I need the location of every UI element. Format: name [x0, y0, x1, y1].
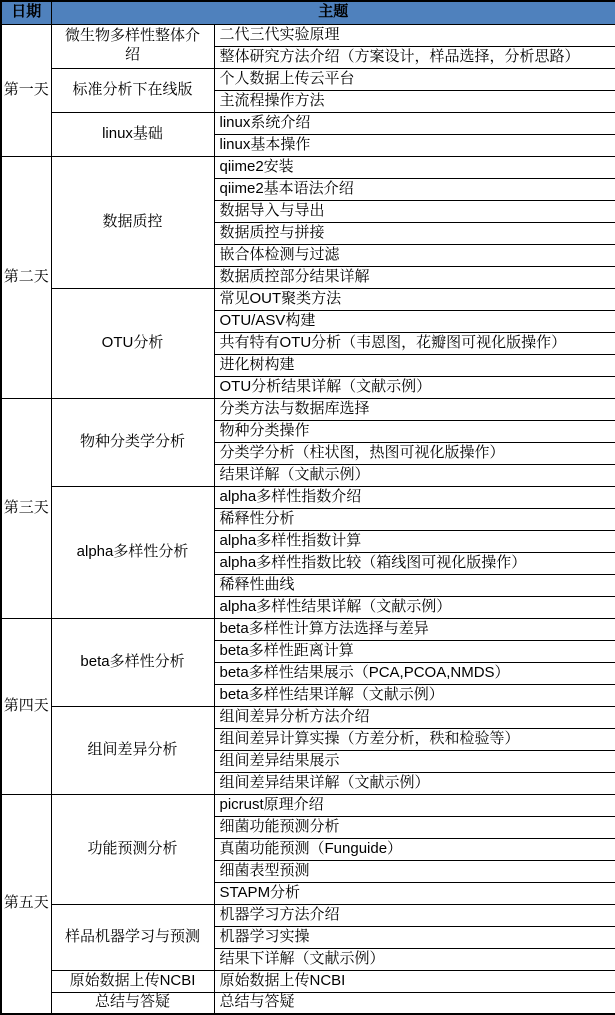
topic-item: alpha多样性指数介绍 — [214, 486, 615, 508]
table-row — [1, 288, 615, 310]
topic-item: 组间差异结果详解（文献示例） — [214, 772, 615, 794]
topic-item: 结果下详解（文献示例） — [214, 948, 615, 970]
topic-item: 嵌合体检测与过滤 — [214, 244, 615, 266]
topic-item: 机器学习实操 — [214, 926, 615, 948]
topic-item: 分类学分析（柱状图，热图可视化版操作） — [214, 442, 615, 464]
category-cell: 标准分析下在线版 — [51, 68, 214, 112]
header-topic: 主题 — [51, 1, 615, 24]
topic-item: qiime2安装 — [214, 156, 615, 178]
table-row — [1, 970, 615, 992]
topic-item: 机器学习方法介绍 — [214, 904, 615, 926]
day-label-2: 第二天 — [1, 156, 51, 398]
category-cell: 组间差异分析 — [51, 706, 214, 794]
topic-item: 稀释性曲线 — [214, 574, 615, 596]
table-row — [1, 618, 615, 640]
category-cell: OTU分析 — [51, 288, 214, 398]
topic-item: 个人数据上传云平台 — [214, 68, 615, 90]
topic-item: picrust原理介绍 — [214, 794, 615, 816]
category-cell: 物种分类学分析 — [51, 398, 214, 486]
category-cell: beta多样性分析 — [51, 618, 214, 706]
category-cell: 原始数据上传NCBI — [51, 970, 214, 992]
table-row — [1, 992, 615, 1014]
topic-item: 数据质控部分结果详解 — [214, 266, 615, 288]
topic-item: 物种分类操作 — [214, 420, 615, 442]
topic-item: alpha多样性指数计算 — [214, 530, 615, 552]
topic-item: 常见OUT聚类方法 — [214, 288, 615, 310]
header-date: 日期 — [1, 1, 51, 24]
topic-item: 二代三代实验原理 — [214, 24, 615, 46]
topic-item: 结果详解（文献示例） — [214, 464, 615, 486]
topic-item: 数据导入与导出 — [214, 200, 615, 222]
topic-item: alpha多样性指数比较（箱线图可视化版操作） — [214, 552, 615, 574]
category-cell: 样品机器学习与预测 — [51, 904, 214, 970]
topic-item: 进化树构建 — [214, 354, 615, 376]
topic-item: beta多样性距离计算 — [214, 640, 615, 662]
topic-item: beta多样性结果详解（文献示例） — [214, 684, 615, 706]
topic-item: OTU分析结果详解（文献示例） — [214, 376, 615, 398]
topic-item: 组间差异计算实操（方差分析，秩和检验等） — [214, 728, 615, 750]
day-label-3: 第三天 — [1, 398, 51, 618]
topic-item: linux基本操作 — [214, 134, 615, 156]
topic-item: 细菌功能预测分析 — [214, 816, 615, 838]
category-cell: alpha多样性分析 — [51, 486, 214, 618]
topic-item: STAPM分析 — [214, 882, 615, 904]
topic-item: 稀释性分析 — [214, 508, 615, 530]
category-cell: 功能预测分析 — [51, 794, 214, 904]
category-cell: 微生物多样性整体介绍 — [51, 24, 214, 68]
table-header-row — [1, 1, 615, 24]
day-label-4: 第四天 — [1, 618, 51, 794]
day-label-5: 第五天 — [1, 794, 51, 1014]
topic-item: 组间差异结果展示 — [214, 750, 615, 772]
topic-item: 主流程操作方法 — [214, 90, 615, 112]
category-cell: linux基础 — [51, 112, 214, 156]
day-label-1: 第一天 — [1, 24, 51, 156]
table-row — [1, 24, 615, 46]
table-row — [1, 112, 615, 134]
topic-item: 整体研究方法介绍（方案设计，样品选择，分析思路） — [214, 46, 615, 68]
table-row — [1, 794, 615, 816]
table-row — [1, 68, 615, 90]
table-row — [1, 398, 615, 420]
table-row — [1, 706, 615, 728]
topic-item: 分类方法与数据库选择 — [214, 398, 615, 420]
table-row — [1, 156, 615, 178]
topic-item: 总结与答疑 — [214, 992, 615, 1014]
topic-item: 真菌功能预测（Funguide） — [214, 838, 615, 860]
topic-item: beta多样性计算方法选择与差异 — [214, 618, 615, 640]
topic-item: 数据质控与拼接 — [214, 222, 615, 244]
topic-item: beta多样性结果展示（PCA,PCOA,NMDS） — [214, 662, 615, 684]
topic-item: linux系统介绍 — [214, 112, 615, 134]
topic-item: 细菌表型预测 — [214, 860, 615, 882]
topic-item: 原始数据上传NCBI — [214, 970, 615, 992]
table-row — [1, 486, 615, 508]
table-row — [1, 904, 615, 926]
topic-item: qiime2基本语法介绍 — [214, 178, 615, 200]
category-cell: 数据质控 — [51, 156, 214, 288]
topic-item: 组间差异分析方法介绍 — [214, 706, 615, 728]
category-cell: 总结与答疑 — [51, 992, 214, 1014]
topic-item: alpha多样性结果详解（文献示例） — [214, 596, 615, 618]
topic-item: OTU/ASV构建 — [214, 310, 615, 332]
topic-item: 共有特有OTU分析（韦恩图，花瓣图可视化版操作） — [214, 332, 615, 354]
